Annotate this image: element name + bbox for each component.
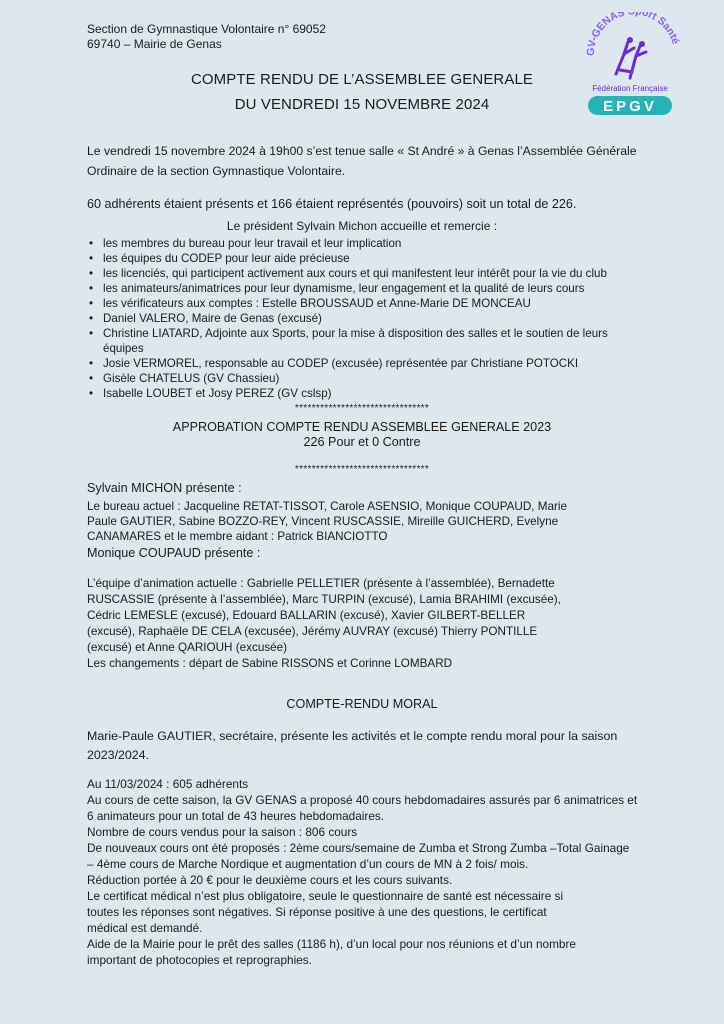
logo-federation-text: Fédération Française	[592, 84, 668, 93]
thanks-list	[87, 236, 647, 401]
team-line: (excusé), Raphaële DE CELA (excusée), Jérémy AUVRAY (excusé) Thierry PONTILLE	[87, 625, 538, 638]
moral-line: 6 animateurs pour un total de 43 heures hebdomadaires.	[87, 809, 385, 823]
approval-title: APPROBATION COMPTE RENDU ASSEMBLEE GENERALE 2023	[172, 420, 552, 434]
team-line: Cédric LEMESLE (excusé), Edouard BALLARIN (excusé), Xavier GILBERT-BELLER	[87, 609, 526, 622]
president-intro: Le président Sylvain Michon accueille et remercie :	[226, 219, 498, 233]
bureau-line3: CANAMARES et le membre aidant : Patrick BIANCIOTTO	[87, 530, 388, 543]
moral-line: médical est demandé.	[87, 921, 203, 935]
logo-badge-text: EPGV	[603, 98, 657, 115]
team-line: Les changements : départ de Sabine RISSONS et Corinne LOMBARD	[87, 657, 453, 670]
intro-line1: Le vendredi 15 novembre 2024 à 19h00 s’est tenue salle « St André » à Genas l’Assemblée Générale	[87, 144, 637, 158]
list-item: • Gisèle CHATELUS (GV Chassieu)	[87, 371, 647, 386]
moral-line: toutes les réponses sont négatives. Si réponse positive à une des questions, le certificat	[87, 905, 547, 919]
team-line: (excusé) et Anne QARIOUH (excusée)	[87, 641, 288, 654]
list-item: • les membres du bureau pour leur travail et leur implication	[87, 236, 647, 251]
section-name: Section de Gymnastique Volontaire n° 69052	[87, 22, 326, 36]
approval-result: 226 Pour et 0 Contre	[303, 435, 421, 449]
section-address: 69740 – Mairie de Genas	[87, 37, 222, 51]
document-title-line2: DU VENDREDI 15 NOVEMBRE 2024	[234, 96, 490, 113]
list-item: • Josie VERMOREL, responsable au CODEP (excusée) représentée par Christiane POTOCKI	[87, 356, 647, 371]
moral-line: – 4ème cours de Marche Nordique et augmentation d’un cours de MN à 2 fois/ mois.	[87, 857, 529, 871]
moral-line: Réduction portée à 20 € pour le deuxième cours et les cours suivants.	[87, 873, 453, 887]
document-title-line1: COMPTE RENDU DE L’ASSEMBLEE GENERALE	[190, 71, 534, 88]
moral-intro-line2: 2023/2024.	[87, 748, 150, 762]
michon-heading: Sylvain MICHON présente :	[87, 481, 242, 495]
list-item: • les vérificateurs aux comptes : Estelle BROUSSAUD et Anne-Marie DE MONCEAU	[87, 296, 647, 311]
bureau-line2: Paule GAUTIER, Sabine BOZZO-REY, Vincent RUSCASSIE, Mireille GUICHERD, Evelyne	[87, 515, 559, 528]
separator-stars: ********************************	[294, 403, 430, 414]
list-item: • les équipes du CODEP pour leur aide précieuse	[87, 251, 647, 266]
moral-line: Aide de la Mairie pour le prêt des salles (1186 h), d’un local pour nos réunions et d’un nombre	[87, 937, 576, 951]
moral-line: Nombre de cours vendus pour la saison : 806 cours	[87, 825, 358, 839]
moral-line: Le certificat médical n’est plus obligatoire, seule le questionnaire de santé est nécessaire si	[87, 889, 564, 903]
list-item: • les licenciés, qui participent activement aux cours et qui manifestent leur intérêt pour la vie du club	[87, 266, 647, 281]
moral-line: important de photocopies et reprographies.	[87, 953, 312, 967]
animation-team	[87, 576, 647, 672]
separator-stars: ********************************	[294, 464, 430, 475]
team-line: L’équipe d’animation actuelle : Gabrielle PELLETIER (présente à l’assemblée), Bernadette	[87, 577, 555, 590]
moral-line: De nouveaux cours ont été proposés : 2ème cours/semaine de Zumba et Strong Zumba –Total Gainage	[87, 841, 630, 855]
moral-line: Au 11/03/2024 : 605 adhérents	[87, 777, 249, 791]
bureau-line1: Le bureau actuel : Jacqueline RETAT-TISSOT, Carole ASENSIO, Monique COUPAUD, Marie	[87, 500, 568, 513]
list-item: • Daniel VALERO, Maire de Genas (excusé)	[87, 311, 647, 326]
team-line: RUSCASSIE (présente à l’assemblée), Marc TURPIN (excusé), Lamia BRAHIMI (excusée),	[87, 593, 561, 606]
list-item: • Isabelle LOUBET et Josy PEREZ (GV cslsp)	[87, 386, 647, 401]
list-item: • Christine LIATARD, Adjointe aux Sports, pour la mise à disposition des salles et le soutien de leurs équipes	[87, 326, 647, 356]
moral-line: Au cours de cette saison, la GV GENAS a proposé 40 cours hebdomadaires assurés par 6 animatrices et	[87, 793, 638, 807]
logo-arc-text: GV-GENAS ort Sant	[584, 12, 680, 57]
coupaud-heading: Monique COUPAUD présente :	[87, 546, 261, 560]
attendance-text: 60 adhérents étaient présents et 166 étaient représentés (pouvoirs) soit un total de 226.	[87, 197, 577, 211]
moral-intro-line1: Marie-Paule GAUTIER, secrétaire, présente les activités et le compte rendu moral pour la saison	[87, 729, 618, 743]
intro-line2: Ordinaire de la section Gymnastique Volontaire.	[87, 164, 346, 178]
list-item: • les animateurs/animatrices pour leur dynamisme, leur engagement et la qualité de leurs cours	[87, 281, 647, 296]
moral-heading: COMPTE-RENDU MORAL	[286, 697, 438, 711]
moral-body	[87, 776, 667, 968]
